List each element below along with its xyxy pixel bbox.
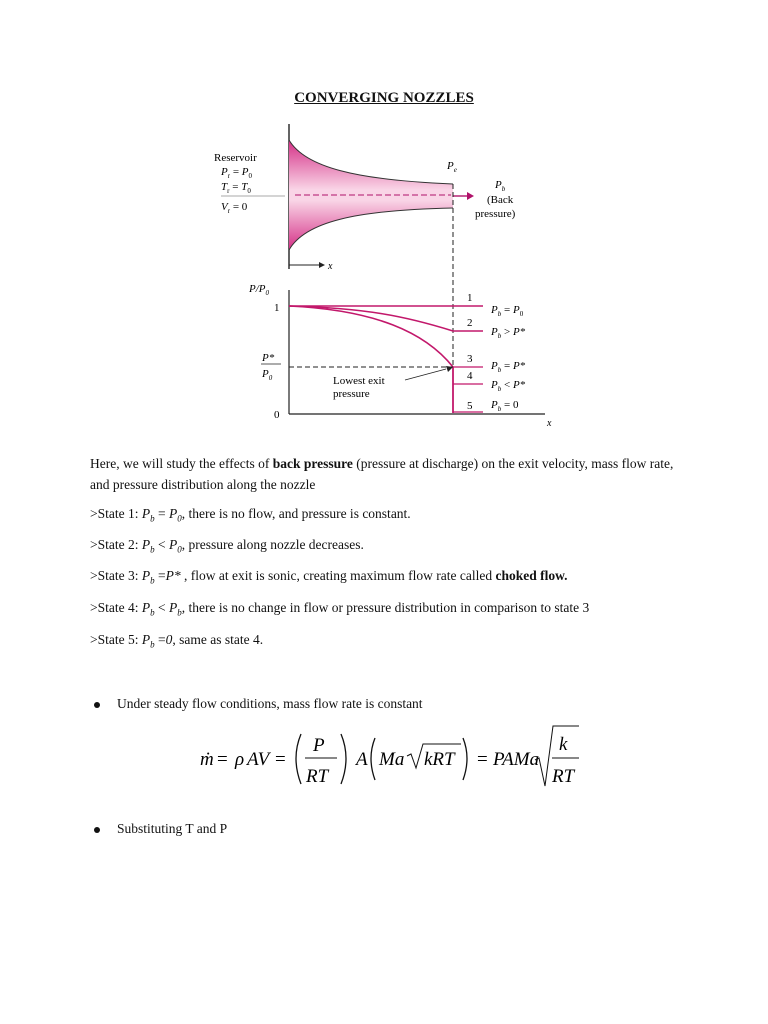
curve-number-3: 3	[467, 353, 473, 365]
intro-paragraph: Here, we will study the effects of back pressure (pressure at discharge) on the exit velocity, mass flow rate, and pressure distribution along the nozzle	[90, 456, 674, 492]
intro-bold: back pressure	[272, 456, 353, 471]
paren-left-1	[296, 734, 301, 784]
paren-left-2	[371, 738, 375, 780]
plot-y-label: $P/P_0$	[249, 283, 269, 297]
svg-text:ρ: ρ	[235, 749, 245, 770]
annotation-arrow-head	[446, 366, 453, 372]
reservoir-label: Reservoir	[214, 152, 257, 164]
bullet-dot	[94, 827, 100, 833]
reservoir-tr: $T_r = T_0$	[221, 181, 251, 195]
curve-number-5: 5	[467, 400, 473, 412]
curve-label-1: $P_b = P_0$	[491, 304, 524, 318]
curve-label-4: $P_b < P*$	[491, 379, 526, 393]
reservoir-pr: $P_r = P_0$	[221, 166, 253, 180]
nozzle-x-arrow	[319, 262, 325, 268]
reservoir-vr: $V_r = 0$	[221, 201, 248, 215]
svg-text:AV: AV	[247, 749, 270, 770]
bullet-dot	[94, 702, 100, 708]
svg-text:=: =	[477, 749, 488, 770]
svg-text:P: P	[313, 735, 325, 756]
tick-0: 0	[274, 409, 280, 421]
curve-3	[289, 306, 453, 367]
svg-text:ṁ: ṁ	[200, 749, 214, 770]
annotation-line-1: Lowest exit	[333, 375, 385, 387]
annotation-line-2: pressure	[333, 388, 370, 400]
pb-label: $P_b$	[495, 179, 506, 193]
curve-number-2: 2	[467, 317, 473, 329]
svg-text:kRT: kRT	[424, 749, 455, 770]
plot-x-label: x	[547, 418, 552, 429]
state-3: >State 3: $P_b =P*$ , flow at exit is sonic, creating maximum flow rate called choked flow.	[90, 568, 568, 586]
curve-label-2: $P_b > P*$	[491, 326, 526, 340]
svg-text:=: =	[217, 749, 228, 770]
state-5: >State 5: $P_b =0$, same as state 4.	[90, 632, 264, 650]
curve-label-3: $P_b = P*$	[491, 360, 526, 374]
back-label-2: pressure)	[475, 208, 516, 220]
svg-text:PAMa: PAMa	[493, 749, 540, 770]
svg-text:A: A	[356, 749, 368, 770]
curve-number-4: 4	[467, 370, 473, 382]
mass-flow-equation	[195, 722, 580, 794]
back-label-1: (Back	[487, 194, 514, 206]
page-title: CONVERGING NOZZLES	[294, 90, 474, 106]
bullet-substituting: Substituting T and P	[117, 821, 227, 837]
nozzle-figure	[205, 122, 575, 432]
curve-2	[289, 306, 483, 331]
svg-text:Ma: Ma	[379, 749, 405, 770]
state-1: >State 1: $P_b = P_0$, there is no flow, and pressure is constant.	[90, 506, 411, 524]
tick-pstar-num: P*	[262, 352, 275, 364]
tick-pstar-den: $P_0$	[262, 368, 273, 382]
curve-number-1: 1	[467, 292, 473, 304]
tick-1: 1	[274, 302, 280, 314]
pe-label: $P_e$	[447, 160, 457, 174]
curve-label-5: $P_b = 0$	[491, 399, 519, 413]
nozzle-x-label: x	[328, 261, 333, 272]
paren-right-2	[463, 738, 467, 780]
svg-text:=: =	[275, 749, 286, 770]
svg-text:RT: RT	[306, 766, 329, 787]
annotation-arrow-line	[405, 369, 446, 380]
state-2: >State 2: $P_b < P_0$, pressure along nozzle decreases.	[90, 537, 364, 555]
bullet-steady-flow: Under steady flow conditions, mass flow rate is constant	[117, 696, 423, 712]
svg-text:RT: RT	[552, 766, 575, 787]
state-4: >State 4: $P_b < P_b$, there is no change in flow or pressure distribution in comparison to state 3	[90, 600, 590, 618]
exit-arrow-head	[467, 192, 474, 200]
paren-right-1	[341, 734, 346, 784]
svg-text:k: k	[559, 734, 568, 755]
